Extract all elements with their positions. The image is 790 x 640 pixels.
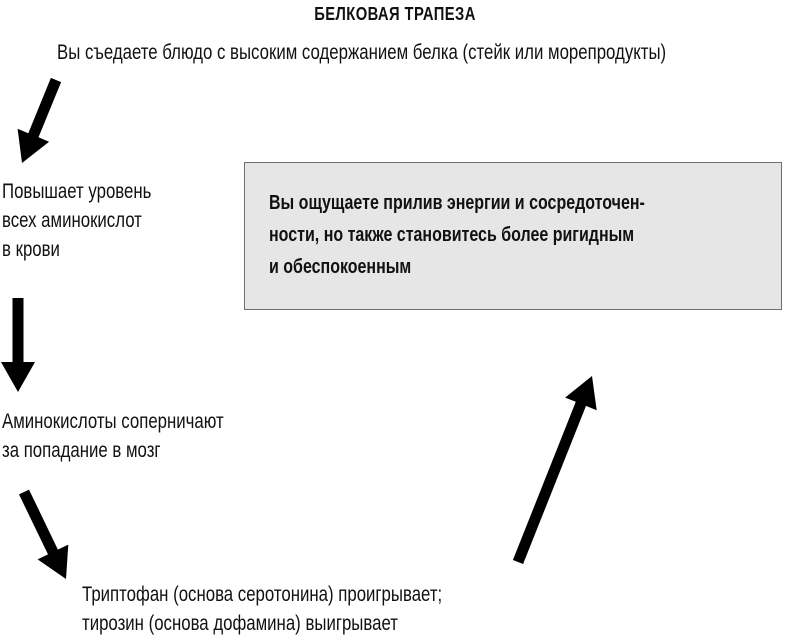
result-text: [269, 187, 645, 283]
result-line: Вы ощущаете прилив энергии и сосредоточен-: [269, 192, 645, 214]
result-line: ности, но также становитесь более ригидным: [269, 224, 635, 246]
arrow-step4-to-result-icon: [513, 376, 597, 564]
step-line: Триптофан (основа серотонина) проигрывает;: [82, 583, 443, 606]
step-amino-acids-compete: [2, 407, 224, 465]
step-line: всех аминокислот: [2, 209, 142, 232]
diagram-title: БЕЛКОВАЯ ТРАПЕЗА: [314, 4, 476, 24]
step-line: за попадание в мозг: [2, 439, 161, 462]
step-line: Аминокислоты соперничают: [2, 410, 224, 433]
step-line: Вы съедаете блюдо с высоким содержанием белка (стейк или морепродукты): [57, 41, 667, 64]
step-eat-protein-meal: [57, 38, 666, 67]
step-line: Повышает уровень: [2, 180, 152, 203]
step-line: тирозин (основа дофамина) выигрывает: [82, 612, 398, 635]
step-tryptophan-tyrosine: [82, 580, 442, 638]
step-line: в крови: [2, 238, 60, 261]
result-line: и обеспокоенным: [269, 256, 412, 278]
arrow-step2-to-step3-icon: [1, 298, 35, 392]
step-amino-acids-rise: [2, 177, 151, 264]
arrow-step1-to-step2-icon: [18, 78, 62, 163]
result-box: [244, 162, 782, 310]
arrow-step3-to-step4-icon: [19, 490, 68, 579]
